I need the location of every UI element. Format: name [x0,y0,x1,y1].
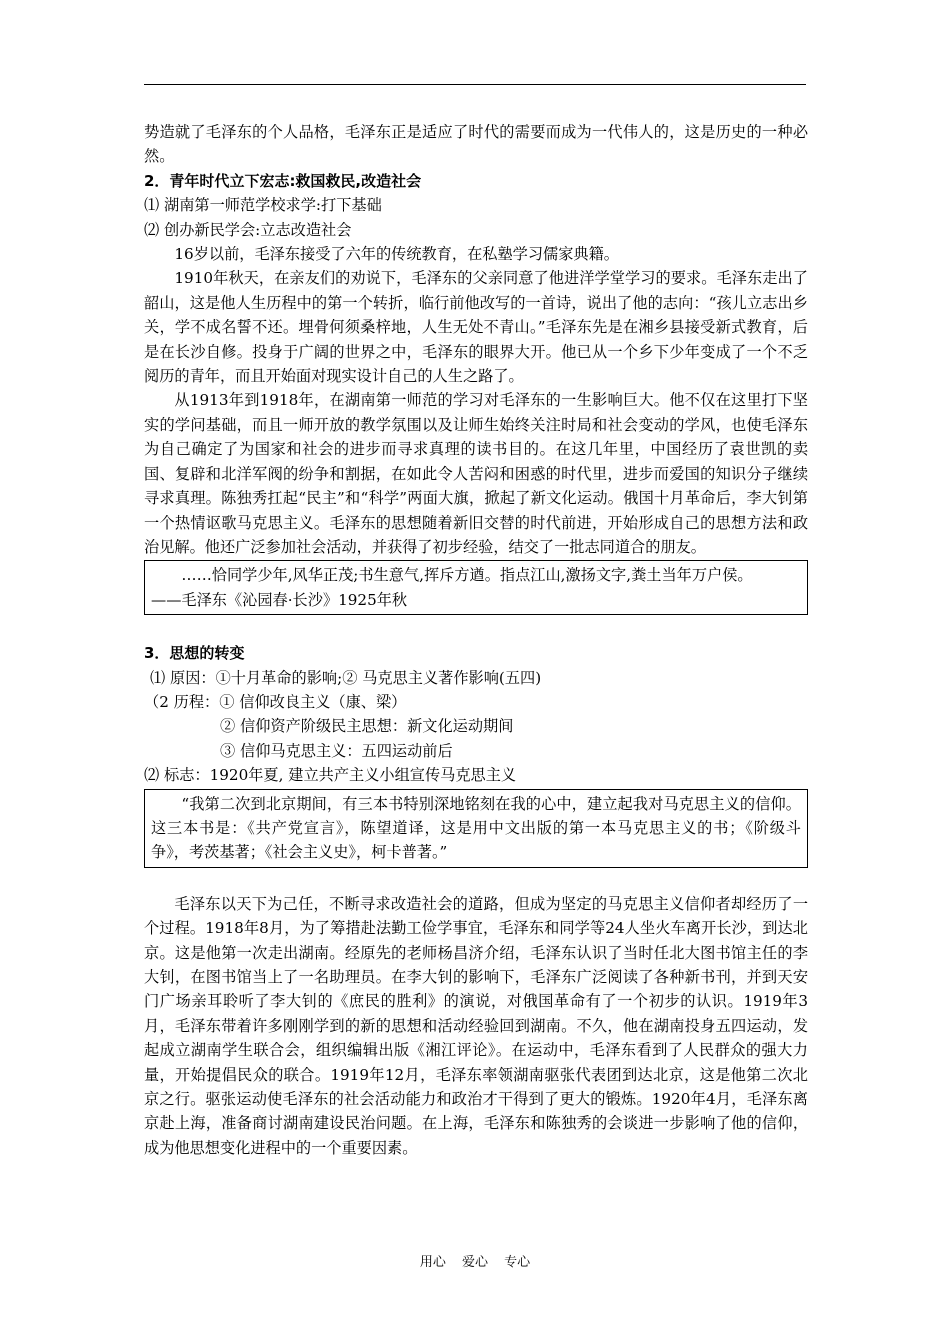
paragraph-continuation: 势造就了毛泽东的个人品格，毛泽东正是适应了时代的需要而成为一代伟人的，这是历史的一种必然。 [144,123,808,166]
subpoint-3-marker: ⑵ 标志：1920年夏, 建立共产主义小组宣传马克思主义 [144,766,517,785]
subpoint-3-causes: ⑴ 原因：①十月革命的影响;② 马克思主义著作影响(五四) [150,668,542,687]
quote-box-three-books [144,789,808,868]
spacer [144,868,808,892]
poem-quote: ……恰同学少年,风华正茂;书生意气,挥斥方遒。指点江山,激扬文字,粪土当年万户侯。 [181,566,753,585]
section-heading-2: 2．青年时代立下宏志:救国救民,改造社会 [144,171,422,190]
footer-word-3: 专心 [504,1255,531,1270]
page-footer [0,1251,950,1270]
paragraph-marxist-path: 毛泽东以天下为己任，不断寻求改造社会的道路，但成为坚定的马克思主义信仰者却经历了一个过程。1918年8月，为了筹措赴法勤工俭学事宜，毛泽东和同学等24人坐火车离开长沙，到达北京。这是他第一次走出湖南。经原先的老师杨昌济介绍，毛泽东认识了当时任北大图书馆主任的李大钊，在图书馆当上了一名助理员。在李大钊的影响下，毛泽东广泛阅读了各种新书刊，并到天安门广场亲耳聆听了李大钊的《庶民的胜利》的演说，对俄国革命有了一个初步的认识。1919年3月，毛泽东带着许多刚刚学到的新的思想和活动经验回到湖南。不久，他在湖南投身五四运动，发起成立湖南学生联合会，组织编辑出版《湘江评论》。在运动中，毛泽东看到了人民群众的强大力量，开始提倡民众的联合。1919年12月，毛泽东率领湖南驱张代表团到达北京，这是他第二次北京之行。驱张运动使毛泽东的社会活动能力和政治才干得到了更大的锻炼。1920年4月，毛泽东离京赴上海，准备商讨湖南建设民治问题。在上海，毛泽东和陈独秀的会谈进一步影响了他的信仰，成为他思想变化进程中的一个重要因素。 [144,894,808,1157]
subpoint-2-2: ⑵ 创办新民学会:立志改造社会 [144,220,352,239]
paragraph-1910: 1910年秋天，在亲友们的劝说下，毛泽东的父亲同意了他进洋学堂学习的要求。毛泽东走出了韶山，这是他人生历程中的第一个转折，临行前他改写的一首诗，说出了他的志向：“孩儿立志出乡关，学不成名誓不还。埋骨何须桑梓地，人生无处不青山。”毛泽东先是在湘乡县接受新式教育，后是在长沙自修。投身于广阔的世界之中，毛泽东的眼界大开。他已从一个乡下少年变成了一个不乏阅历的青年，而且开始面对现实设计自己的人生之路了。 [144,269,808,386]
quote-box-poem [144,560,808,615]
header-rule [144,84,806,85]
subpoint-3-process-2: ② 信仰资产阶级民主思想：新文化运动期间 [220,717,514,736]
subpoint-3-process-3: ③ 信仰马克思主义：五四运动前后 [220,741,453,760]
paragraph-first-normal-school: 从1913年到1918年，在湖南第一师范的学习对毛泽东的一生影响巨大。他不仅在这里打下坚实的学问基础，而且一师开放的教学氛围以及让师生始终关注时局和社会变动的学风，也使毛泽东为自己确定了为国家和社会的进步而寻求真理的读书目的。在这几年里，中国经历了袁世凯的卖国、复辟和北洋军阀的纷争和割据，在如此令人苦闷和困惑的时代里，进步而爱国的知识分子继续寻求真理。陈独秀扛起“民主”和“科学”两面大旗，掀起了新文化运动。俄国十月革命后，李大钊第一个热情讴歌马克思主义。毛泽东的思想随着新旧交替的时代前进，开始形成自己的思想方法和政治见解。他还广泛参加社会活动，并获得了初步经验，结交了一批志同道合的朋友。 [144,391,808,556]
subpoint-3-process: （2 历程：① 信仰改良主义（康、梁） [144,692,407,711]
section-heading-3: 3．思想的转变 [144,644,245,663]
subpoint-2-1: ⑴ 湖南第一师范学校求学:打下基础 [144,196,382,215]
paragraph-early-education: 16岁以前，毛泽东接受了六年的传统教育，在私塾学习儒家典籍。 [174,245,619,264]
document-body [144,120,808,1160]
poem-attribution: ——毛泽东《沁园春·长沙》1925年秋 [151,590,408,609]
three-books-quote: “我第二次到北京期间，有三本书特别深地铭刻在我的心中，建立起我对马克思主义的信仰。这三本书是：《共产党宣言》，陈望道译，这是用中文出版的第一本马克思主义的书；《阶级斗争》，考茨基著；《社会主义史》，柯卡普著。” [151,794,801,862]
footer-word-1: 用心 [419,1255,446,1270]
spacer [144,615,808,641]
footer-word-2: 爱心 [461,1255,488,1270]
